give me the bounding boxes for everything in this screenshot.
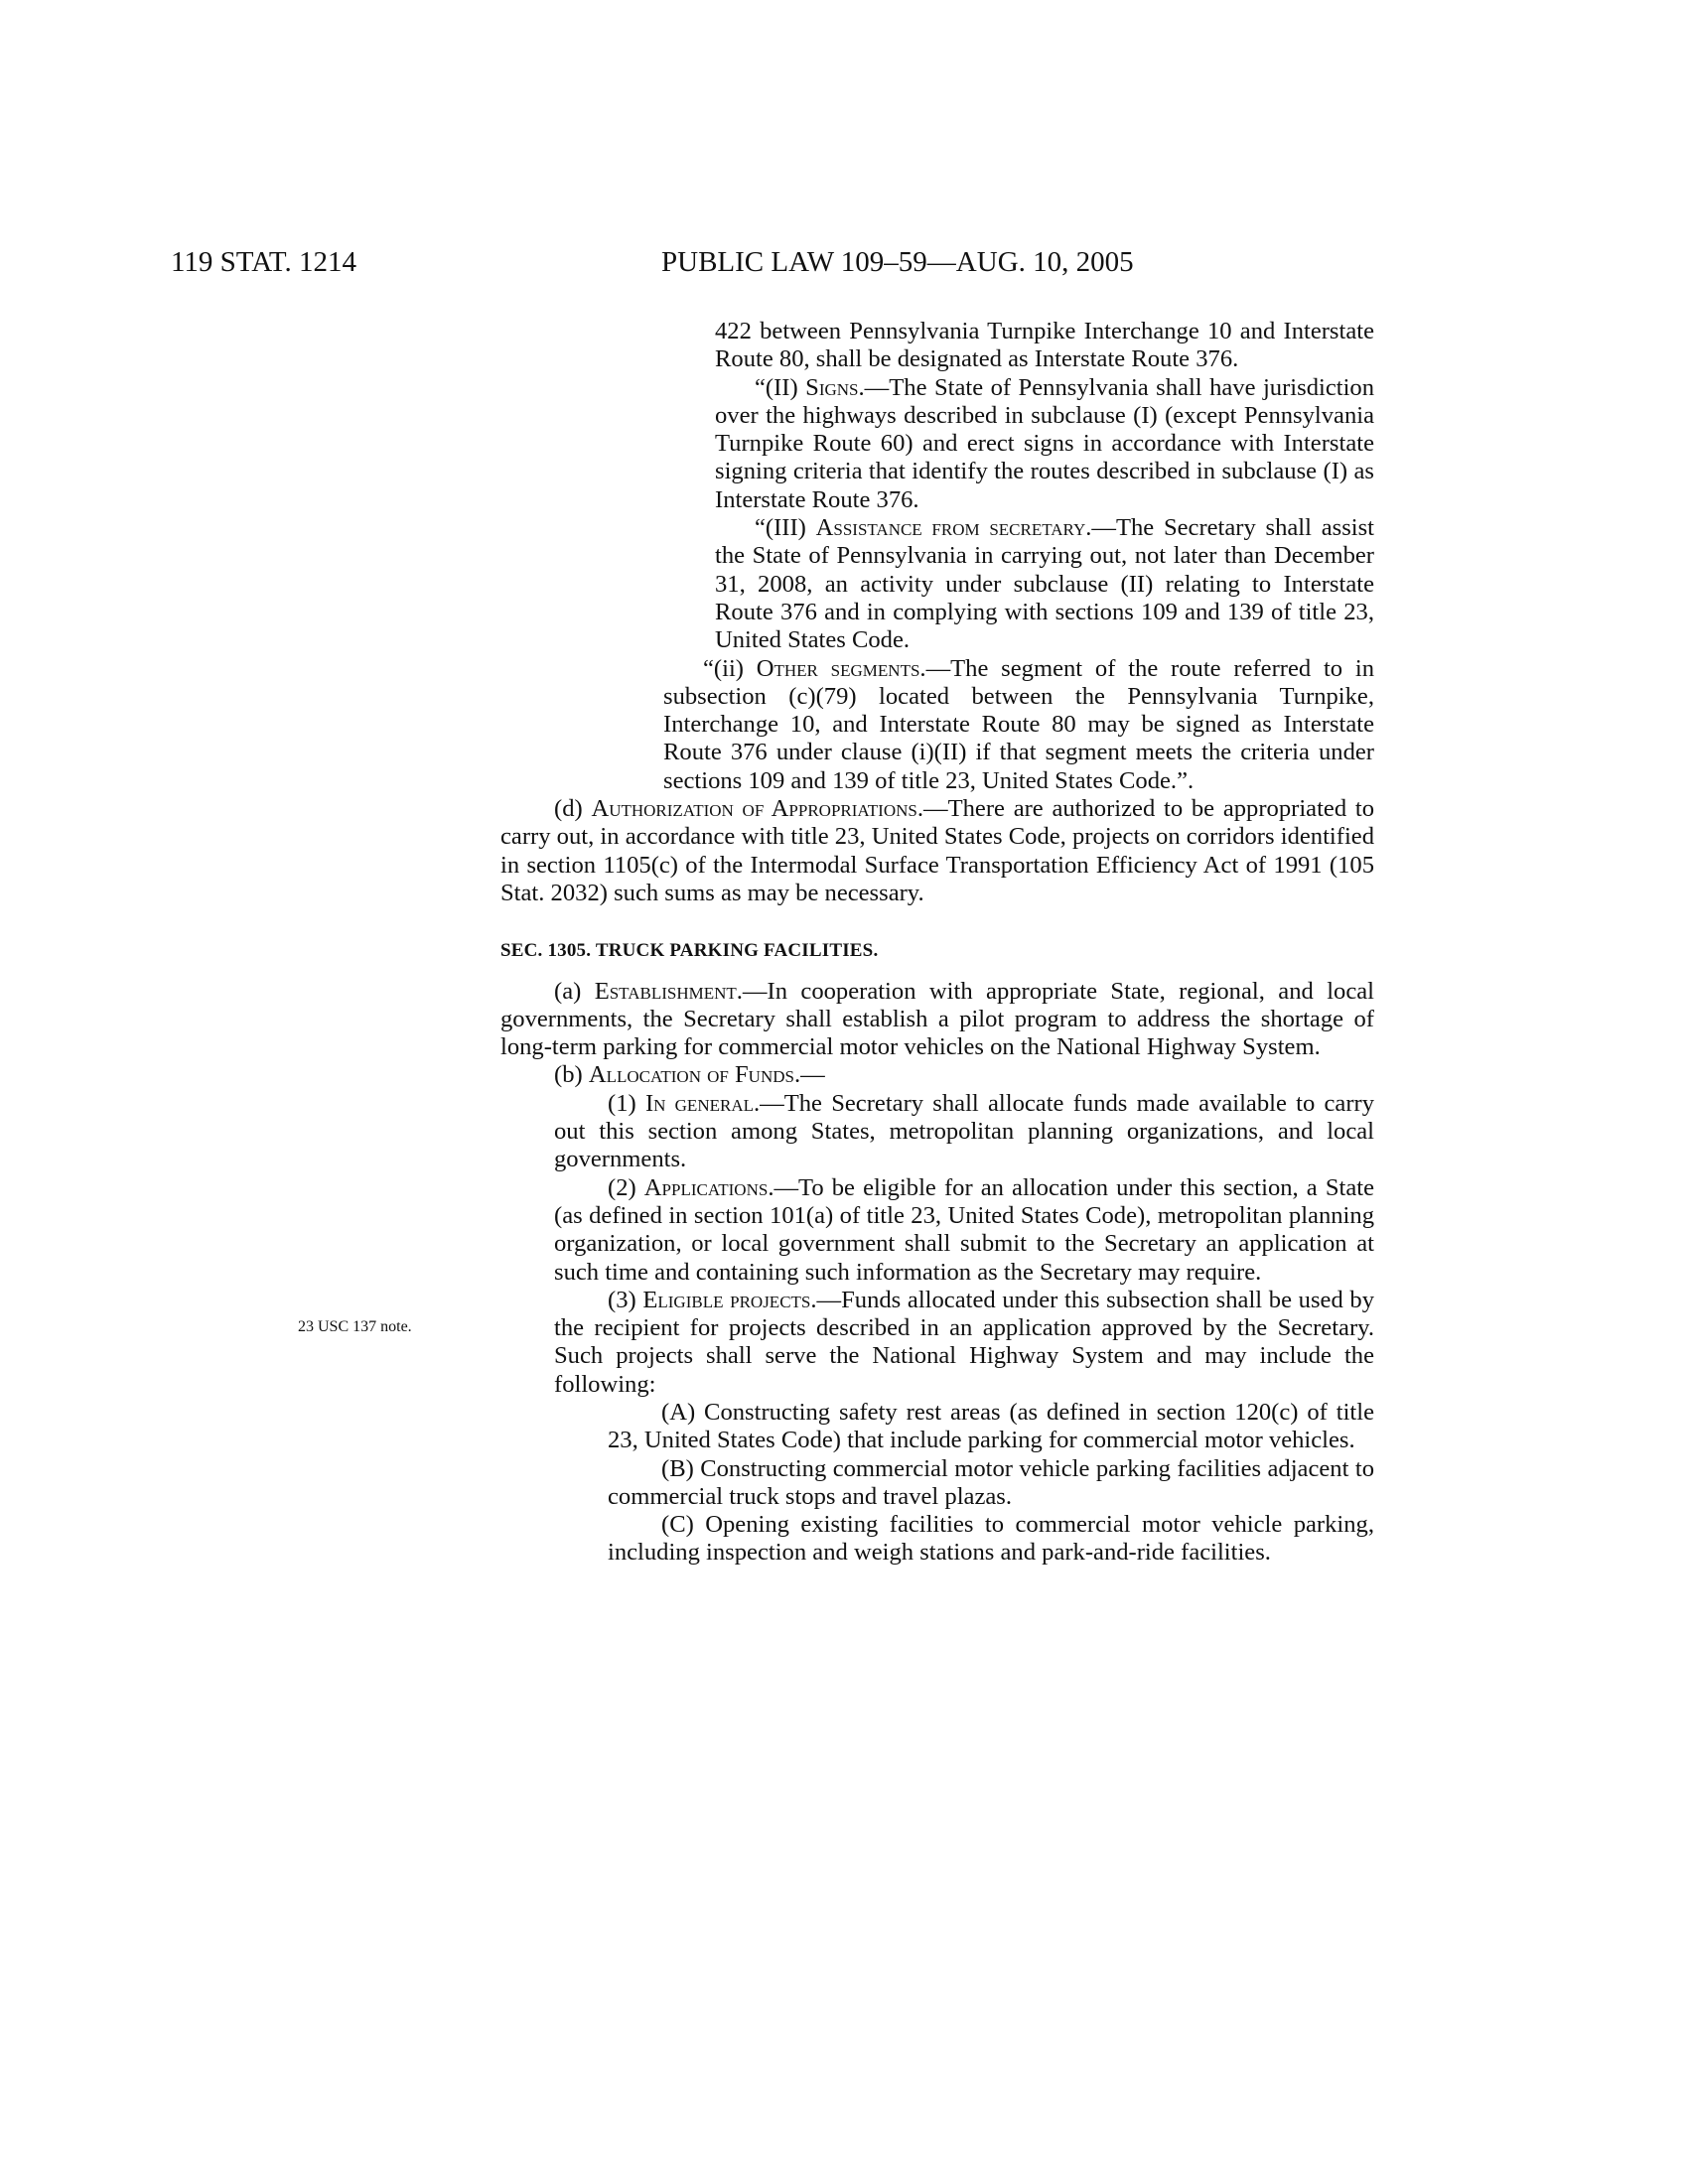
paragraph-applications — [554, 1174, 1374, 1287]
subclause-heading: Assistance from secretary — [815, 514, 1086, 542]
subclause-text: .—The Secretary shall assist the State of Pennsylvania in carrying out, not later than December 31, 2008, an activity under subclause (II) relating to Interstate Route 376 and in complying with sections 109 and 139 of title 23, United States Code. — [715, 514, 1375, 654]
clause-text: .—The segment of the route referred to in subsection (c)(79) located between the Pennsylvania Turnpike, Interchange 10, and Interstate Route 80 may be signed as Interstate Route 376 under clause (i)(II) if that segment meets the criteria under sections 109 and 139 of title 23, United States Code.”. — [663, 654, 1374, 794]
subclause-signs — [715, 374, 1374, 514]
subclause-number: “(III) — [755, 514, 816, 542]
subparagraph-c: (C) Opening existing facilities to commercial motor vehicle parking, including inspection and weigh stations and park-and-ride facilities. — [608, 1511, 1374, 1567]
paragraph-number: (1) — [608, 1089, 645, 1117]
paragraph-number: (3) — [608, 1286, 643, 1313]
statute-body — [500, 318, 1374, 1568]
subclause-text: .—The State of Pennsylvania shall have jurisdiction over the highways described in subclause (I) (except Pennsylvania Turnpike Route 60) and erect signs in accordance with Interstate signing criteria that identify the routes described in subclause (I) as Interstate Route 376. — [715, 373, 1374, 513]
paragraph-heading: Eligible projects — [642, 1286, 811, 1313]
paragraph-heading: Applications — [643, 1173, 769, 1201]
paragraph-heading: In general — [644, 1089, 754, 1117]
paragraph-eligible-projects — [554, 1287, 1374, 1399]
subsection-text: .—In cooperation with appropriate State, regional, and local governments, the Secretary shall establish a pilot program to address the shortage of long-term parking for commercial motor vehicles on the National Highway System. — [500, 977, 1374, 1061]
subsection-number: (d) — [554, 795, 592, 823]
subsection-heading: Authorization of Appropriations — [591, 795, 917, 823]
subparagraph-b: (B) Constructing commercial motor vehicle parking facilities adjacent to commercial truck stops and travel plazas. — [608, 1454, 1374, 1510]
subsection-establishment — [500, 978, 1374, 1062]
margin-note-usc: 23 USC 137 note. — [298, 1318, 412, 1335]
subsection-heading: Establishment — [594, 977, 737, 1005]
page-header — [0, 246, 1688, 286]
subparagraph-a: (A) Constructing safety rest areas (as defined in section 120(c) of title 23, United States Code) that include parking for commercial motor vehicles. — [608, 1398, 1374, 1454]
subsection-heading: Allocation of Funds — [588, 1061, 794, 1089]
clause-heading: Other segments — [756, 654, 920, 682]
paragraph-text: .—To be eligible for an allocation under this section, a State (as defined in section 101(a) of title 23, United States Code), metropolitan planning organization, or local government shall submit to the Secretary an application at such time and containing such information as the Secretary may require. — [554, 1173, 1375, 1286]
public-law-title: PUBLIC LAW 109–59—AUG. 10, 2005 — [661, 246, 1134, 278]
subclause-heading: Signs — [805, 373, 859, 401]
subsection-number: (a) — [554, 977, 595, 1005]
subsection-text: .—There are authorized to be appropriated to carry out, in accordance with title 23, United States Code, projects on corridors identified in section 1105(c) of the Intermodal Surface Transportation Efficiency Act of 1991 (105 Stat. 2032) such sums as may be necessary. — [500, 795, 1375, 906]
section-heading: SEC. 1305. TRUCK PARKING FACILITIES. — [500, 940, 879, 962]
statute-page-reference: 119 STAT. 1214 — [171, 246, 356, 278]
paragraph-text: .—Funds allocated under this subsection shall be used by the recipient for projects described in an application approved by the Secretary. Such projects shall serve the National Highway System and may include the following: — [554, 1286, 1374, 1398]
subsection-authorization — [500, 795, 1374, 907]
subclause-continuation: 422 between Pennsylvania Turnpike Interchange 10 and Interstate Route 80, shall be designated as Interstate Route 376. — [715, 318, 1374, 373]
subsection-number: (b) — [554, 1061, 589, 1089]
clause-other-segments — [663, 655, 1374, 795]
paragraph-text: .—The Secretary shall allocate funds made available to carry out this section among States, metropolitan planning organizations, and local governments. — [554, 1089, 1375, 1173]
paragraph-number: (2) — [608, 1173, 644, 1201]
paragraph-in-general — [554, 1090, 1374, 1174]
subsection-text: .— — [793, 1061, 825, 1089]
subclause-assistance — [715, 514, 1374, 654]
subsection-allocation — [500, 1061, 1374, 1089]
clause-number: “(ii) — [703, 654, 757, 682]
subclause-number: “(II) — [755, 373, 806, 401]
